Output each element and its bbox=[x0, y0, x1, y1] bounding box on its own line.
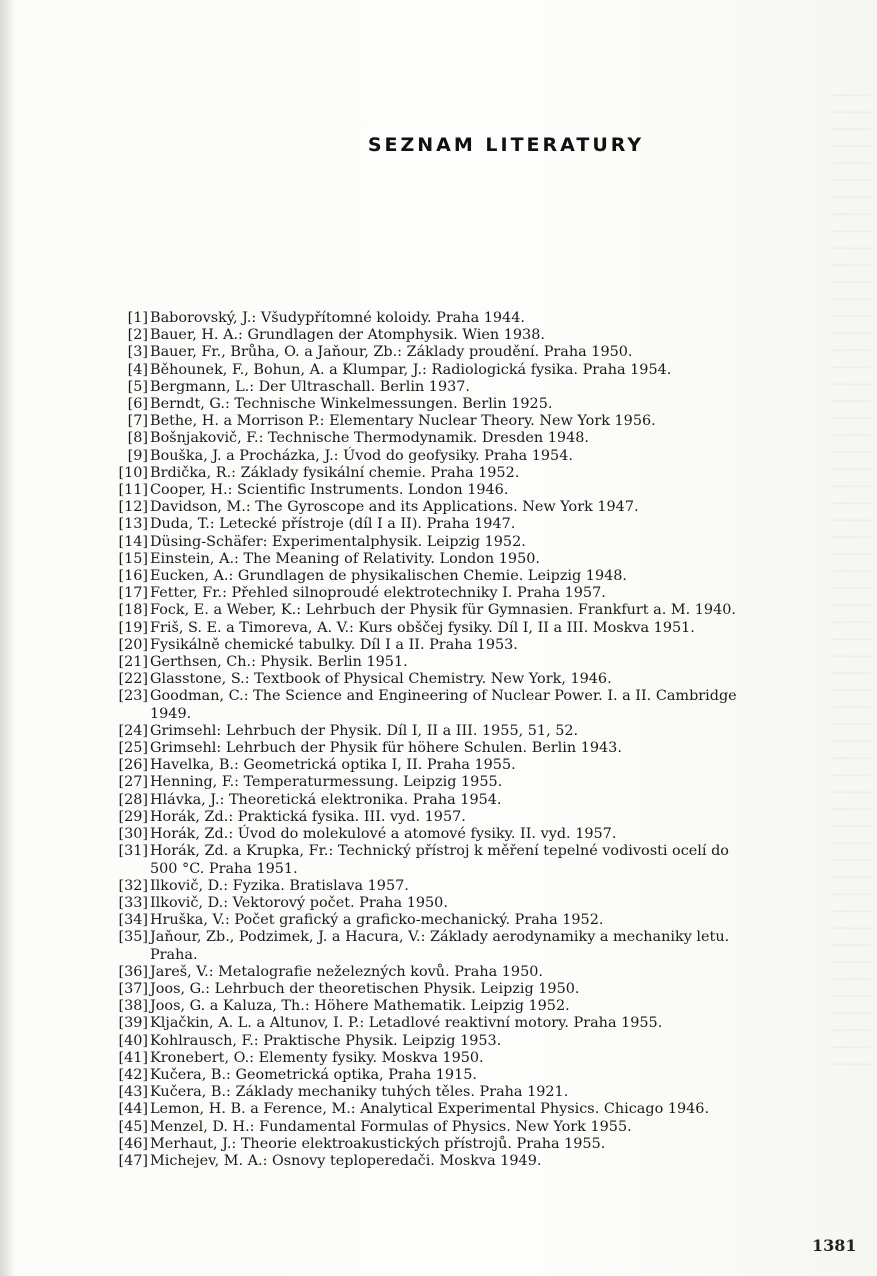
reference-entry bbox=[104, 1101, 864, 1118]
reference-text: Horák, Zd.: Úvod do molekulové a atomové fysiky. II. vyd. 1957. bbox=[150, 826, 617, 843]
reference-text: Goodman, C.: The Science and Engineering of Nuclear Power. I. a II. Cambridge 1949. bbox=[150, 688, 737, 722]
reference-entry bbox=[104, 499, 864, 516]
reference-text: Friš, S. E. a Timoreva, A. V.: Kurs obščej fysiky. Díl I, II a III. Moskva 1951. bbox=[150, 619, 695, 636]
reference-entry bbox=[104, 1050, 864, 1067]
reference-entry bbox=[104, 396, 864, 413]
reference-number: [27] bbox=[118, 774, 148, 791]
reference-entry bbox=[104, 362, 864, 379]
reference-number: [9] bbox=[127, 447, 148, 464]
reference-entry bbox=[104, 792, 864, 809]
reference-text: Hlávka, J.: Theoretická elektronika. Praha 1954. bbox=[150, 791, 502, 808]
reference-entry bbox=[104, 344, 864, 361]
reference-entry bbox=[104, 310, 864, 327]
reference-entry bbox=[104, 327, 864, 344]
reference-number: [5] bbox=[127, 378, 148, 395]
reference-text: Ilkovič, D.: Fyzika. Bratislava 1957. bbox=[150, 877, 409, 894]
reference-text: Kronebert, O.: Elementy fysiky. Moskva 1950. bbox=[150, 1049, 484, 1066]
reference-text: Běhounek, F., Bohun, A. a Klumpar, J.: Radiologická fysika. Praha 1954. bbox=[150, 361, 672, 378]
reference-number: [46] bbox=[118, 1135, 148, 1152]
reference-number: [40] bbox=[118, 1032, 148, 1049]
reference-number: [16] bbox=[118, 568, 148, 585]
reference-number: [8] bbox=[127, 430, 148, 447]
reference-number: [15] bbox=[118, 550, 148, 567]
reference-number: [19] bbox=[118, 619, 148, 636]
page-binding-edge bbox=[0, 0, 14, 1276]
reference-text: Hruška, V.: Počet grafický a graficko-mechanický. Praha 1952. bbox=[150, 912, 604, 929]
reference-text: Kohlrausch, F.: Praktische Physik. Leipzig 1953. bbox=[150, 1032, 502, 1049]
reference-number: [28] bbox=[118, 791, 148, 808]
reference-entry bbox=[104, 740, 864, 757]
reference-number: [24] bbox=[118, 722, 148, 739]
reference-number: [31] bbox=[118, 843, 148, 860]
reference-text: Bošnjakovič, F.: Technische Thermodynamik. Dresden 1948. bbox=[150, 430, 589, 447]
reference-entry bbox=[104, 1084, 864, 1101]
reference-number: [29] bbox=[118, 808, 148, 825]
reference-entry bbox=[104, 551, 864, 568]
reference-text: Berndt, G.: Technische Winkelmessungen. Berlin 1925. bbox=[150, 396, 553, 413]
reference-text: Grimsehl: Lehrbuch der Physik. Díl I, II a III. 1955, 51, 52. bbox=[150, 722, 579, 739]
reference-text: Glasstone, S.: Textbook of Physical Chemistry. New York, 1946. bbox=[150, 671, 612, 688]
reference-number: [43] bbox=[118, 1084, 148, 1101]
reference-number: [35] bbox=[118, 929, 148, 946]
reference-number: [47] bbox=[118, 1152, 148, 1169]
reference-text: Menzel, D. H.: Fundamental Formulas of Physics. New York 1955. bbox=[150, 1118, 632, 1135]
reference-number: [41] bbox=[118, 1049, 148, 1066]
reference-text: Michejev, M. A.: Osnovy teploperedači. Moskva 1949. bbox=[150, 1152, 542, 1169]
reference-text: Fetter, Fr.: Přehled silnoproudé elektrotechniky I. Praha 1957. bbox=[150, 585, 606, 602]
reference-entry bbox=[104, 568, 864, 585]
reference-number: [36] bbox=[118, 963, 148, 980]
reference-text: Kljačkin, A. L. a Altunov, I. P.: Letadlové reaktivní motory. Praha 1955. bbox=[150, 1015, 663, 1032]
reference-entry bbox=[104, 981, 864, 998]
reference-entry bbox=[104, 723, 864, 740]
reference-number: [3] bbox=[127, 344, 148, 361]
reference-list bbox=[104, 310, 864, 1170]
reference-entry bbox=[104, 688, 864, 722]
reference-number: [42] bbox=[118, 1066, 148, 1083]
reference-text: Horák, Zd. a Krupka, Fr.: Technický přístroj k měření tepelné vodivosti ocelí do 500 °C. Praha 1951. bbox=[150, 843, 729, 877]
reference-entry bbox=[104, 1033, 864, 1050]
reference-entry bbox=[104, 602, 864, 619]
reference-number: [10] bbox=[118, 464, 148, 481]
reference-text: Jareš, V.: Metalografie neželezných kovů. Praha 1950. bbox=[150, 963, 543, 980]
reference-text: Kučera, B.: Geometrická optika, Praha 1915. bbox=[150, 1066, 477, 1083]
reference-number: [33] bbox=[118, 894, 148, 911]
reference-entry bbox=[104, 964, 864, 981]
reference-number: [23] bbox=[118, 688, 148, 705]
reference-text: Joos, G.: Lehrbuch der theoretischen Physik. Leipzig 1950. bbox=[150, 980, 580, 997]
reference-entry bbox=[104, 413, 864, 430]
reference-number: [38] bbox=[118, 998, 148, 1015]
reference-number: [2] bbox=[127, 327, 148, 344]
reference-number: [4] bbox=[127, 361, 148, 378]
reference-text: Kučera, B.: Základy mechaniky tuhých těles. Praha 1921. bbox=[150, 1084, 569, 1101]
reference-text: Einstein, A.: The Meaning of Relativity. London 1950. bbox=[150, 550, 540, 567]
reference-entry bbox=[104, 1136, 864, 1153]
reference-text: Havelka, B.: Geometrická optika I, II. Praha 1955. bbox=[150, 757, 516, 774]
reference-number: [12] bbox=[118, 499, 148, 516]
reference-entry bbox=[104, 826, 864, 843]
reference-entry bbox=[104, 1015, 864, 1032]
reference-text: Bauer, H. A.: Grundlagen der Atomphysik. Wien 1938. bbox=[150, 327, 545, 344]
reference-entry bbox=[104, 516, 864, 533]
reference-entry bbox=[104, 843, 864, 877]
reference-number: [34] bbox=[118, 912, 148, 929]
reference-number: [37] bbox=[118, 980, 148, 997]
reference-entry bbox=[104, 929, 864, 963]
reference-number: [22] bbox=[118, 671, 148, 688]
reference-entry bbox=[104, 912, 864, 929]
reference-text: Henning, F.: Temperaturmessung. Leipzig 1955. bbox=[150, 774, 503, 791]
reference-number: [21] bbox=[118, 654, 148, 671]
reference-entry bbox=[104, 1067, 864, 1084]
reference-text: Bergmann, L.: Der Ultraschall. Berlin 1937. bbox=[150, 378, 470, 395]
reference-number: [20] bbox=[118, 636, 148, 653]
reference-number: [7] bbox=[127, 413, 148, 430]
reference-text: Eucken, A.: Grundlagen de physikalischen Chemie. Leipzig 1948. bbox=[150, 568, 627, 585]
reference-text: Brdička, R.: Základy fysikální chemie. Praha 1952. bbox=[150, 464, 520, 481]
reference-text: Joos, G. a Kaluza, Th.: Höhere Mathematik. Leipzig 1952. bbox=[150, 998, 570, 1015]
reference-entry bbox=[104, 654, 864, 671]
reference-text: Baborovský, J.: Všudypřítomné koloidy. Praha 1944. bbox=[150, 310, 525, 326]
reference-entry bbox=[104, 379, 864, 396]
reference-number: [26] bbox=[118, 757, 148, 774]
reference-entry bbox=[104, 637, 864, 654]
reference-number: [44] bbox=[118, 1101, 148, 1118]
reference-number: [30] bbox=[118, 826, 148, 843]
reference-text: Fock, E. a Weber, K.: Lehrbuch der Physik für Gymnasien. Frankfurt a. M. 1940. bbox=[150, 602, 736, 619]
reference-text: Fysikálně chemické tabulky. Díl I a II. Praha 1953. bbox=[150, 636, 518, 653]
reference-text: Gerthsen, Ch.: Physik. Berlin 1951. bbox=[150, 654, 408, 671]
reference-entry bbox=[104, 585, 864, 602]
reference-entry bbox=[104, 448, 864, 465]
reference-text: Lemon, H. B. a Ference, M.: Analytical Experimental Physics. Chicago 1946. bbox=[150, 1101, 710, 1118]
reference-text: Merhaut, J.: Theorie elektroakustických přístrojů. Praha 1955. bbox=[150, 1135, 606, 1152]
reference-text: Duda, T.: Letecké přístroje (díl I a II). Praha 1947. bbox=[150, 516, 516, 533]
reference-entry bbox=[104, 895, 864, 912]
reference-entry bbox=[104, 757, 864, 774]
reference-entry bbox=[104, 998, 864, 1015]
page-title: SEZNAM LITERATURY bbox=[367, 134, 645, 156]
reference-number: [13] bbox=[118, 516, 148, 533]
reference-number: [17] bbox=[118, 585, 148, 602]
reference-text: Grimsehl: Lehrbuch der Physik für höhere Schulen. Berlin 1943. bbox=[150, 740, 622, 757]
reference-entry bbox=[104, 671, 864, 688]
reference-number: [39] bbox=[118, 1015, 148, 1032]
reference-text: Jaňour, Zb., Podzimek, J. a Hacura, V.: Základy aerodynamiky a mechaniky letu. Praha. bbox=[150, 929, 730, 963]
page-number: 1381 bbox=[812, 1236, 857, 1255]
reference-number: [18] bbox=[118, 602, 148, 619]
reference-entry bbox=[104, 482, 864, 499]
reference-number: [45] bbox=[118, 1118, 148, 1135]
reference-entry bbox=[104, 878, 864, 895]
reference-text: Bethe, H. a Morrison P.: Elementary Nuclear Theory. New York 1956. bbox=[150, 413, 656, 430]
reference-number: [6] bbox=[127, 396, 148, 413]
reference-entry bbox=[104, 430, 864, 447]
reference-number: [14] bbox=[118, 533, 148, 550]
reference-text: Cooper, H.: Scientific Instruments. London 1946. bbox=[150, 482, 509, 499]
reference-text: Davidson, M.: The Gyroscope and its Applications. New York 1947. bbox=[150, 499, 639, 516]
reference-entry bbox=[104, 1153, 864, 1170]
reference-text: Horák, Zd.: Praktická fysika. III. vyd. 1957. bbox=[150, 808, 466, 825]
reference-text: Bauer, Fr., Brůha, O. a Jaňour, Zb.: Základy proudění. Praha 1950. bbox=[150, 344, 633, 361]
reference-number: [11] bbox=[118, 482, 148, 499]
reference-number: [1] bbox=[127, 310, 148, 326]
reference-number: [25] bbox=[118, 740, 148, 757]
reference-entry bbox=[104, 774, 864, 791]
reference-number: [32] bbox=[118, 877, 148, 894]
reference-entry bbox=[104, 534, 864, 551]
reference-text: Bouška, J. a Procházka, J.: Úvod do geofysiky. Praha 1954. bbox=[150, 447, 573, 464]
reference-text: Ilkovič, D.: Vektorový počet. Praha 1950. bbox=[150, 894, 448, 911]
reference-text: Düsing-Schäfer: Experimentalphysik. Leipzig 1952. bbox=[150, 533, 526, 550]
reference-entry bbox=[104, 465, 864, 482]
reference-entry bbox=[104, 1119, 864, 1136]
reference-entry bbox=[104, 620, 864, 637]
reference-entry bbox=[104, 809, 864, 826]
